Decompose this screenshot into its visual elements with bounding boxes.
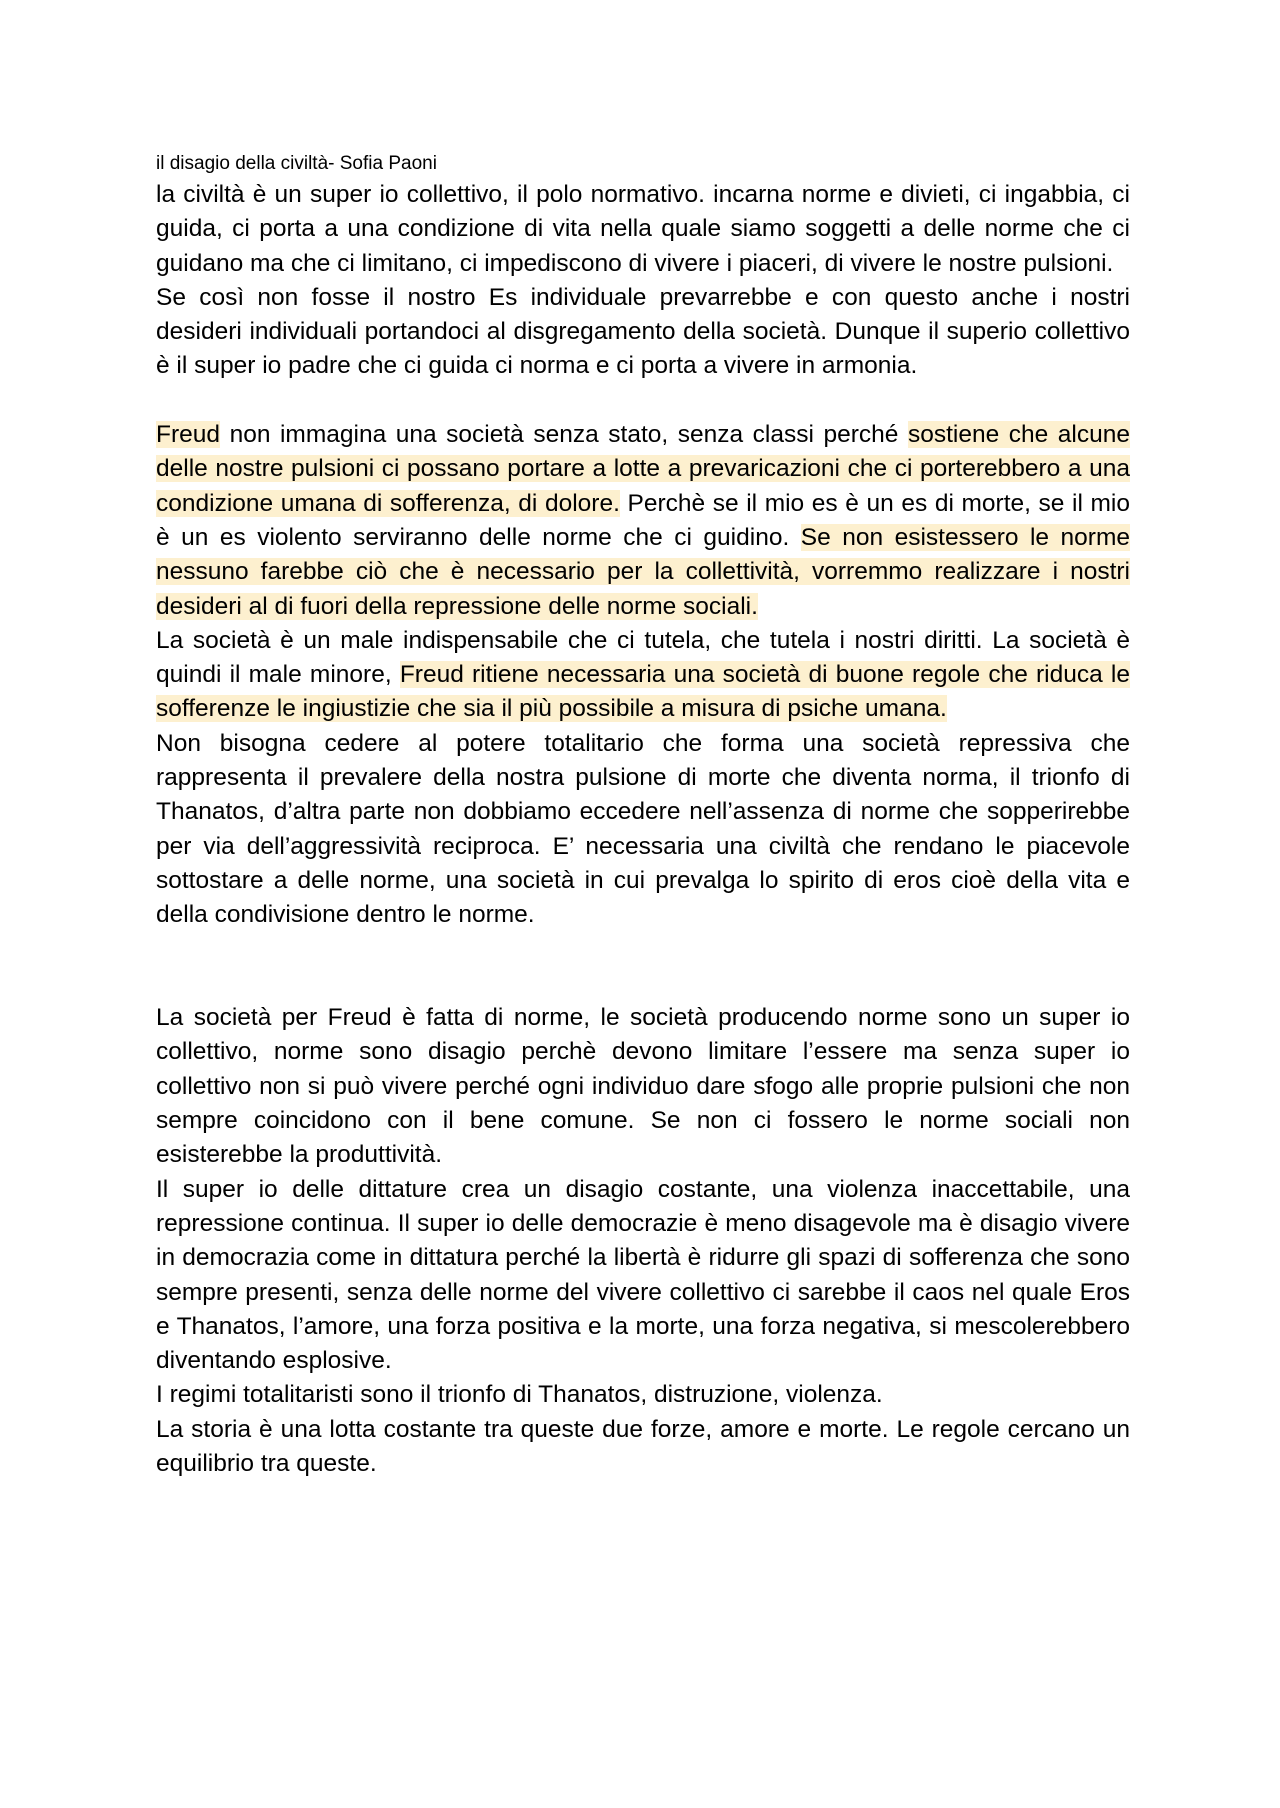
- document-title: il disagio della civiltà- Sofia Paoni: [156, 153, 437, 174]
- highlight-buone-regole: Freud ritiene necessaria una società di buone regole che riduca le sofferenze le ingiustizie che sia il più possibile a misura di psiche umana.: [156, 661, 1130, 723]
- paragraph-spacer: [156, 384, 1130, 418]
- paragraph-7: Il super io delle dittature crea un disagio costante, una violenza inaccettabile, una repressione continua. Il super io delle democrazie è meno disagevole ma è disagio vivere in democrazia come in dittatura perché la libertà è ridurre gli spazi di sofferenza che sono sempre presenti, senza delle norme del vivere collettivo ci sarebbe il caos nel quale Eros e Thanatos, l’amore, una forza positiva e la morte, una forza negativa, si mescolerebbero diventando esplosive.: [156, 1175, 1130, 1375]
- paragraph-spacer: [156, 933, 1130, 967]
- paragraph-2: Se così non fosse il nostro Es individuale prevarrebbe e con questo anche i nostri desideri individuali portandoci al disgregamento della società. Dunque il superio collettivo è il super io padre che ci guida ci norma e ci porta a vivere in armonia.: [156, 283, 1130, 380]
- paragraph-4: [156, 624, 1130, 727]
- highlight-pulsioni: sostiene che alcune delle nostre pulsioni ci possano portare a lotte a prevaricazioni che ci porterebbero a una condizione umana di sofferenza, di dolore.: [156, 421, 1130, 517]
- highlight-freud: Freud: [156, 421, 221, 449]
- paragraph-5: Non bisogna cedere al potere totalitario che forma una società repressiva che rappresenta il prevalere della nostra pulsione di morte che diventa norma, il trionfo di Thanatos, d’altra parte non dobbiamo eccedere nell’assenza di norme che sopperirebbe per via dell’aggressività reciproca. E’ necessaria una civiltà che rendano le piacevole sottostare a delle norme, una società in cui prevalga lo spirito di eros cioè della vita e della condivisione dentro le norme.: [156, 729, 1130, 929]
- paragraph-3-text-b: Perchè se il mio es è un es di morte, se il mio è un es violento serviranno delle norme che ci guidino.: [156, 489, 1130, 551]
- paragraph-1: la civiltà è un super io collettivo, il polo normativo. incarna norme e divieti, ci ingabbia, ci guida, ci porta a una condizione di vita nella quale siamo soggetti a delle norme che ci guidano ma che ci limitano, ci impediscono di vivere i piaceri, di vivere le nostre pulsioni.: [156, 181, 1130, 277]
- paragraph-spacer: [156, 967, 1130, 1001]
- document-page: [156, 150, 1130, 1481]
- highlight-norme: Se non esistessero le norme nessuno farebbe ciò che è necessario per la collettività, vorremmo realizzare i nostri desideri al di fuori della repressione delle norme sociali.: [156, 523, 1130, 620]
- paragraph-3-text-a: non immagina una società senza stato, senza classi perché: [220, 421, 908, 449]
- paragraph-8: I regimi totalitaristi sono il trionfo di Thanatos, distruzione, violenza.: [156, 1381, 883, 1409]
- paragraph-4-text: La società è un male indispensabile che ci tutela, che tutela i nostri diritti. La società è quindi il male minore,: [156, 626, 1130, 689]
- paragraph-9: La storia è una lotta costante tra queste due forze, amore e morte. Le regole cercano un equilibrio tra queste.: [156, 1415, 1130, 1477]
- paragraph-6: La società per Freud è fatta di norme, le società producendo norme sono un super io collettivo, norme sono disagio perchè devono limitare l’essere ma senza super io collettivo non si può vivere perché ogni individuo dare sfogo alle proprie pulsioni che non sempre coincidono con il bene comune. Se non ci fossero le norme sociali non esisterebbe la produttività.: [156, 1004, 1130, 1169]
- paragraph-3: [156, 418, 1130, 624]
